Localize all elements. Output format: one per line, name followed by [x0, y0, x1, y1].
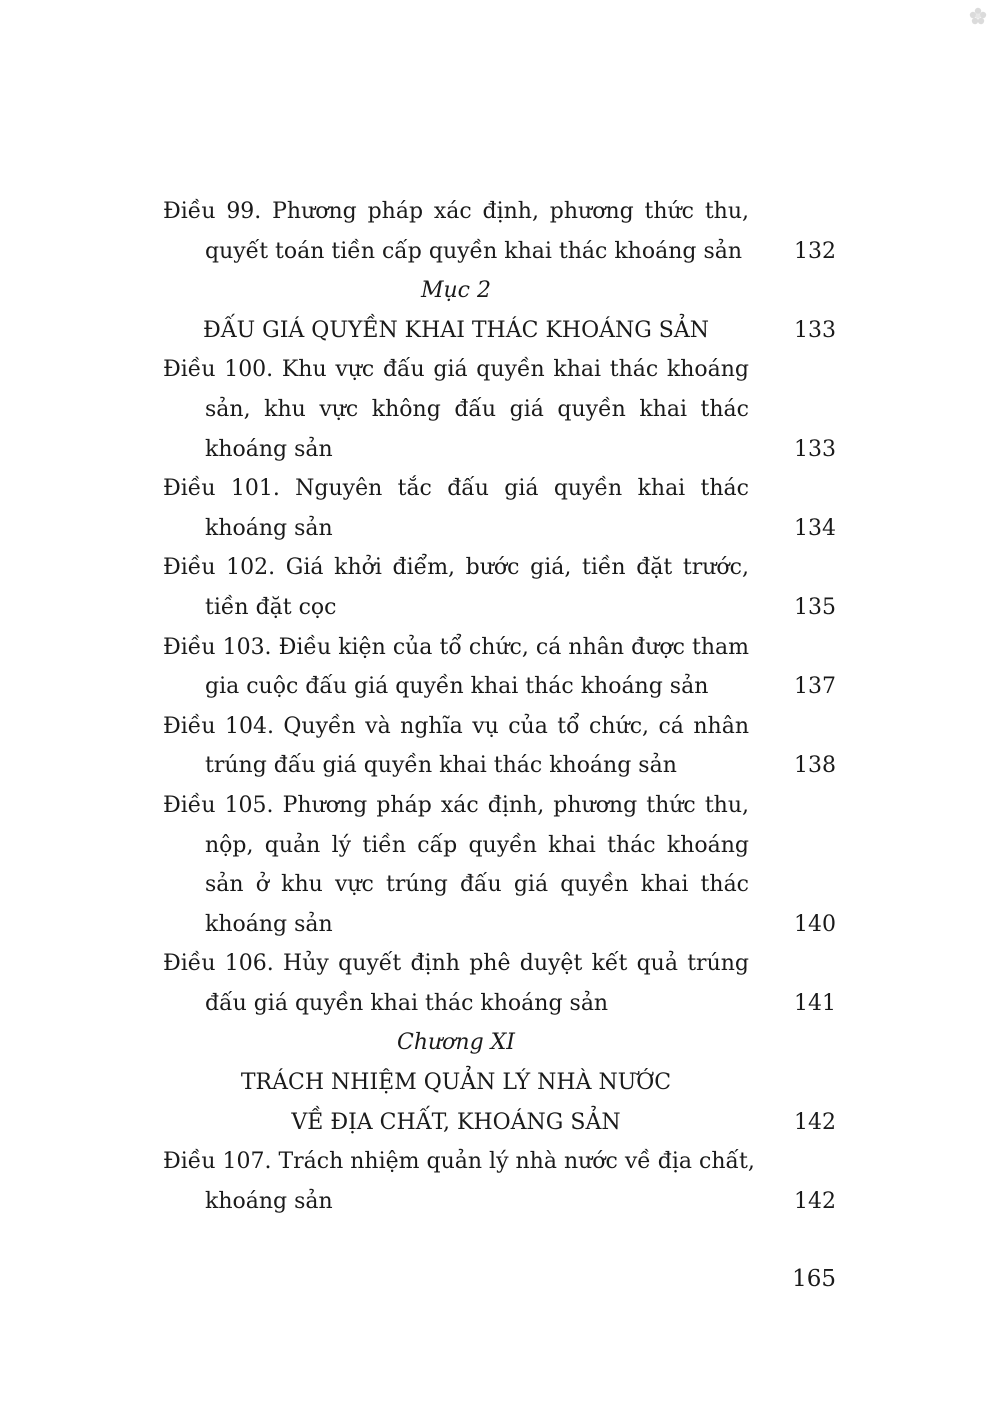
- flower-icon: [968, 6, 988, 26]
- section-title: [163, 1103, 836, 1143]
- toc-entry-line: [163, 1142, 836, 1182]
- toc-entry-line: [163, 865, 836, 905]
- toc-entry-text: khoáng sản: [205, 515, 333, 541]
- toc-entry-text: Điều 105. Phương pháp xác định, phương thức thu,: [163, 792, 749, 818]
- toc-entry-line: [163, 548, 836, 588]
- toc-entry-line: [163, 1182, 836, 1222]
- section-label: [163, 1023, 836, 1063]
- toc-entry-line: [163, 984, 836, 1024]
- toc-entry-text: sản ở khu vực trúng đấu giá quyền khai thác: [205, 872, 749, 898]
- toc-page-number: 141: [794, 990, 836, 1016]
- toc-entry-text: Điều 100. Khu vực đấu giá quyền khai thác khoáng: [163, 357, 749, 383]
- toc-entry-line: [163, 588, 836, 628]
- toc-entry-line: [163, 390, 836, 430]
- section-title: [163, 1063, 836, 1103]
- toc-entry-text: quyết toán tiền cấp quyền khai thác khoáng sản: [205, 238, 743, 264]
- toc-page-number: 142: [794, 1188, 836, 1214]
- toc-page-number: 133: [794, 317, 836, 343]
- toc-entry-line: [163, 509, 836, 549]
- section-title: [163, 311, 836, 351]
- toc-entry-line: [163, 786, 836, 826]
- table-of-contents: [163, 192, 836, 1221]
- toc-entry-line: [163, 944, 836, 984]
- toc-page-number: 135: [794, 594, 836, 620]
- toc-entry-text: Điều 104. Quyền và nghĩa vụ của tổ chức, cá nhân: [163, 713, 749, 739]
- toc-entry-text: khoáng sản: [205, 436, 333, 462]
- toc-page-number: 137: [794, 674, 836, 700]
- toc-entry-text: tiền đặt cọc: [205, 594, 337, 620]
- toc-page-number: 138: [794, 753, 836, 779]
- toc-entry-line: [163, 707, 836, 747]
- toc-entry-line: [163, 826, 836, 866]
- toc-entry-line: [163, 430, 836, 470]
- toc-page-number: 133: [794, 436, 836, 462]
- toc-entry-line: [163, 746, 836, 786]
- toc-entry-line: [163, 667, 836, 707]
- toc-entry-text: VỀ ĐỊA CHẤT, KHOÁNG SẢN: [291, 1109, 621, 1135]
- toc-entry-line: [163, 469, 836, 509]
- toc-entry-text: trúng đấu giá quyền khai thác khoáng sản: [205, 753, 677, 779]
- toc-page-number: 132: [794, 238, 836, 264]
- toc-entry-text: đấu giá quyền khai thác khoáng sản: [205, 990, 609, 1016]
- toc-entry-text: khoáng sản: [205, 1188, 333, 1214]
- toc-entry-line: [163, 350, 836, 390]
- toc-page-number: 142: [794, 1109, 836, 1135]
- toc-entry-text: Điều 103. Điều kiện của tổ chức, cá nhân được tham: [163, 634, 749, 660]
- toc-entry-line: [163, 628, 836, 668]
- toc-entry-text: Mục 2: [420, 278, 491, 304]
- section-label: [163, 271, 836, 311]
- toc-entry-text: TRÁCH NHIỆM QUẢN LÝ NHÀ NƯỚC: [240, 1070, 672, 1096]
- toc-entry-text: ĐẤU GIÁ QUYỀN KHAI THÁC KHOÁNG SẢN: [202, 317, 710, 343]
- toc-entry-text: Điều 102. Giá khởi điểm, bước giá, tiền đặt trước,: [163, 555, 749, 581]
- toc-entry-line: [163, 905, 836, 945]
- toc-entry-text: sản, khu vực không đấu giá quyền khai thác: [205, 396, 749, 422]
- page-number: 165: [792, 1266, 836, 1292]
- toc-page-number: 140: [794, 911, 836, 937]
- toc-entry-line: [163, 232, 836, 272]
- toc-entry-text: khoáng sản: [205, 911, 333, 937]
- toc-entry-line: [163, 192, 836, 232]
- toc-page-number: 134: [794, 515, 836, 541]
- toc-entry-text: Chương XI: [396, 1030, 515, 1056]
- toc-entry-text: Điều 99. Phương pháp xác định, phương thức thu,: [163, 199, 749, 224]
- toc-entry-text: gia cuộc đấu giá quyền khai thác khoáng sản: [205, 674, 709, 700]
- toc-entry-text: nộp, quản lý tiền cấp quyền khai thác khoáng: [205, 832, 749, 858]
- toc-entry-text: Điều 101. Nguyên tắc đấu giá quyền khai thác: [163, 476, 749, 502]
- toc-entry-text: Điều 107. Trách nhiệm quản lý nhà nước về địa chất,: [163, 1149, 755, 1175]
- toc-entry-text: Điều 106. Hủy quyết định phê duyệt kết quả trúng: [163, 951, 749, 977]
